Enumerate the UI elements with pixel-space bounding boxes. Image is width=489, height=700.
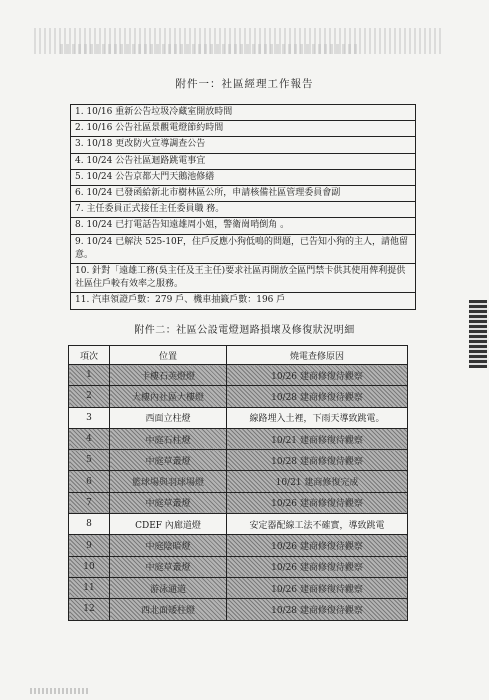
report-row — [71, 137, 416, 153]
row-location: 中庭石柱燈 — [110, 428, 227, 449]
row-number: 9 — [69, 535, 110, 556]
row-location: 西北面矮柱燈 — [110, 599, 227, 620]
row-number: 5 — [69, 450, 110, 471]
row-location: 中庭草叢燈 — [110, 492, 227, 513]
header-location: 位置 — [110, 346, 227, 365]
report-row — [71, 218, 416, 234]
row-number: 6 — [69, 471, 110, 492]
manager-report-table — [70, 104, 416, 310]
row-number: 2 — [69, 386, 110, 407]
row-number: 10 — [69, 556, 110, 577]
report-item: 4. 10/24 公告社區迴路跳電事宜 — [71, 153, 416, 169]
table-row — [69, 386, 408, 407]
report-item: 11. 汽車領證戶數：279 戶、機車抽籤戶數：196 戶 — [71, 293, 416, 309]
header-reason: 燒電查修原因 — [227, 346, 408, 365]
report-item: 2. 10/16 公告社區景觀電燈節約時間 — [71, 121, 416, 137]
scan-header-noise-2 — [60, 44, 360, 54]
row-reason: 10/26 建商修復待觀察 — [227, 556, 408, 577]
report-row — [71, 264, 416, 293]
row-location: 西面立柱燈 — [110, 407, 227, 428]
row-reason: 安定器配線工法不確實，導致跳電 — [227, 514, 408, 535]
table-row — [69, 407, 408, 428]
row-number: 7 — [69, 492, 110, 513]
table-row — [69, 365, 408, 386]
table-row — [69, 492, 408, 513]
row-number: 1 — [69, 365, 110, 386]
report-item: 3. 10/18 更改防火宣導調查公告 — [71, 137, 416, 153]
row-number: 11 — [69, 577, 110, 598]
table-row — [69, 514, 408, 535]
report-item: 8. 10/24 已打電話告知遠雄周小姐，警衛崗哨倒角 。 — [71, 218, 416, 234]
report-item: 1. 10/16 重新公告垃圾冷藏室開放時間 — [71, 105, 416, 121]
report-item: 10. 針對「遠雄工務(吳主任及王主任)要求社區再開放全區門禁卡供其使用俾利提供社區住戶較有效率之服務。 — [71, 264, 416, 293]
table-row — [69, 428, 408, 449]
report-item: 9. 10/24 已解決 525-10F，住戶反應小狗低鳴的問題，已告知小狗的主人，請他留意。 — [71, 234, 416, 263]
row-reason: 10/28 建商修復待觀察 — [227, 386, 408, 407]
report-row — [71, 169, 416, 185]
row-location: 卡樓石英燈燈 — [110, 365, 227, 386]
row-reason: 10/28 建商修復待觀察 — [227, 599, 408, 620]
appendix2-title: 附件二：社區公設電燈迴路損壞及修復狀況明細 — [134, 325, 355, 336]
table-header-row — [69, 346, 408, 365]
row-reason: 10/26 建商修復待觀察 — [227, 535, 408, 556]
report-item: 5. 10/24 公告京都大門天鵝池修繕 — [71, 169, 416, 185]
lighting-repair-table — [68, 345, 408, 621]
table-row — [69, 577, 408, 598]
report-row — [71, 202, 416, 218]
report-row — [71, 153, 416, 169]
report-row — [71, 293, 416, 309]
table-row — [69, 535, 408, 556]
row-location: CDEF 內廊道燈 — [110, 514, 227, 535]
report-row — [71, 121, 416, 137]
report-row — [71, 105, 416, 121]
row-reason: 10/26 建商修復待觀察 — [227, 492, 408, 513]
row-location: 游泳通道 — [110, 577, 227, 598]
row-location: 籃球場與羽球場燈 — [110, 471, 227, 492]
row-reason: 10/26 建商修復待觀察 — [227, 577, 408, 598]
bottom-scan-noise — [30, 688, 90, 694]
table-row — [69, 599, 408, 620]
header-no: 項次 — [69, 346, 110, 365]
row-reason: 10/21 建商修復完成 — [227, 471, 408, 492]
row-number: 4 — [69, 428, 110, 449]
row-location: 中庭草叢燈 — [110, 556, 227, 577]
table-row — [69, 556, 408, 577]
row-reason: 10/26 建商修復待觀察 — [227, 365, 408, 386]
row-reason: 10/21 建商修復待觀察 — [227, 428, 408, 449]
report-item: 7. 主任委員正式接任主任委員職 務。 — [71, 202, 416, 218]
table-row — [69, 471, 408, 492]
row-number: 8 — [69, 514, 110, 535]
row-number: 12 — [69, 599, 110, 620]
row-reason: 10/28 建商修復待觀察 — [227, 450, 408, 471]
report-item: 6. 10/24 已發函給新北市樹林區公所，申請核備社區管理委員會副 — [71, 186, 416, 202]
report-row — [71, 234, 416, 263]
table-row — [69, 450, 408, 471]
row-number: 3 — [69, 407, 110, 428]
row-location: 中庭陰暗燈 — [110, 535, 227, 556]
report-row — [71, 186, 416, 202]
appendix1-title: 附件一：社區經理工作報告 — [175, 78, 314, 90]
row-reason: 線路埋入土裡，下雨天導致跳電。 — [227, 407, 408, 428]
row-location: 中庭草叢燈 — [110, 450, 227, 471]
row-location: 大樓內社區大樓燈 — [110, 386, 227, 407]
